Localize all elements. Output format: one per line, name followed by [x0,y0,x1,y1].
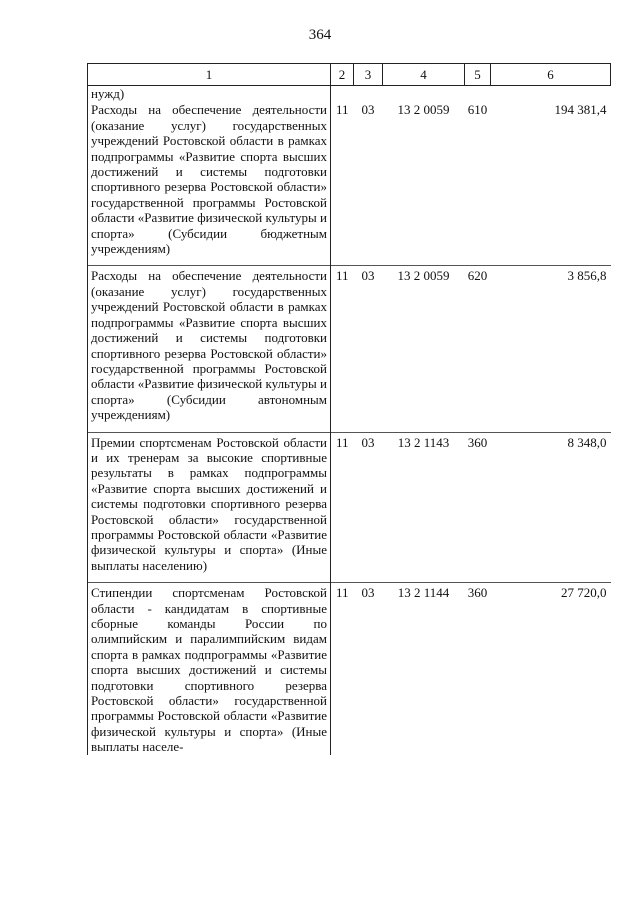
expense-type-code: 610 [467,102,488,118]
column-header-3: 3 [354,64,383,86]
table-row-continuation [88,86,611,103]
budget-table [87,63,611,755]
column-header-2: 2 [331,64,354,86]
amount: 27 720,0 [491,583,611,755]
section-code: 11 [331,583,354,755]
column-header-4: 4 [383,64,465,86]
page-number: 364 [308,27,332,43]
expense-type-code: 620 [465,266,491,432]
target-article-code: 13 2 1143 [383,432,465,583]
column-header-5: 5 [465,64,491,86]
expense-name: Стипендии спортсменам Ростовской области - кандидатам в спортивные сборные команды России по олимпийским и паралимпийским видам спорта в рамках подпрограммы «Развитие спорта высших достижений и системы подготовки спортивного резерва Ростовской области» государственной программы Ростовской области «Развитие физической культуры и спорта» (Иные выплаты населе- [88,583,331,755]
table-row [88,266,611,432]
target-article-code: 13 2 1144 [383,583,465,755]
section-code: 11 [331,432,354,583]
expense-type-code: 360 [465,583,491,755]
subsection-code: 03 [354,432,383,583]
expense-name: Расходы на обеспечение деятельности (оказание услуг) государственных учреждений Ростовской области в рамках подпрограммы «Развитие спорта высших достижений и системы подготовки спортивного резерва Ростовской области» государственной программы Ростовской области «Развитие физической культуры и спорта» (Субсидии бюджетным учреждениям) [88,102,331,266]
column-header-6: 6 [491,64,611,86]
section-code: 11 [335,102,349,118]
continuation-text: нужд) [88,86,331,103]
expense-name: Расходы на обеспечение деятельности (оказание услуг) государственных учреждений Ростовской области в рамках подпрограммы «Развитие спорта высших достижений и системы подготовки спортивного резерва Ростовской области» государственной программы Ростовской области «Развитие физической культуры и спорта» (Субсидии автономным учреждениям) [88,266,331,432]
table-row [88,432,611,583]
expense-type-code: 360 [465,432,491,583]
table-header [88,64,611,86]
expense-name: Премии спортсменам Ростовской области и их тренерам за высокие спортивные результаты в рамках подпрограммы «Развитие спорта высших достижений и системы подготовки спортивного резерва Ростовской области» государственной программы Ростовской области «Развитие физической культуры и спорта» (Иные выплаты населению) [88,432,331,583]
amount: 194 381,4 [554,102,607,118]
target-article-code: 13 2 0059 [383,266,465,432]
section-code: 11 [331,266,354,432]
table-row [88,102,611,266]
amount: 8 348,0 [491,432,611,583]
subsection-code: 03 [361,102,375,118]
subsection-code: 03 [354,266,383,432]
subsection-code: 03 [354,583,383,755]
target-article-code: 13 2 0059 [397,102,450,118]
table-row [88,583,611,755]
column-header-1: 1 [88,64,331,86]
amount: 3 856,8 [491,266,611,432]
